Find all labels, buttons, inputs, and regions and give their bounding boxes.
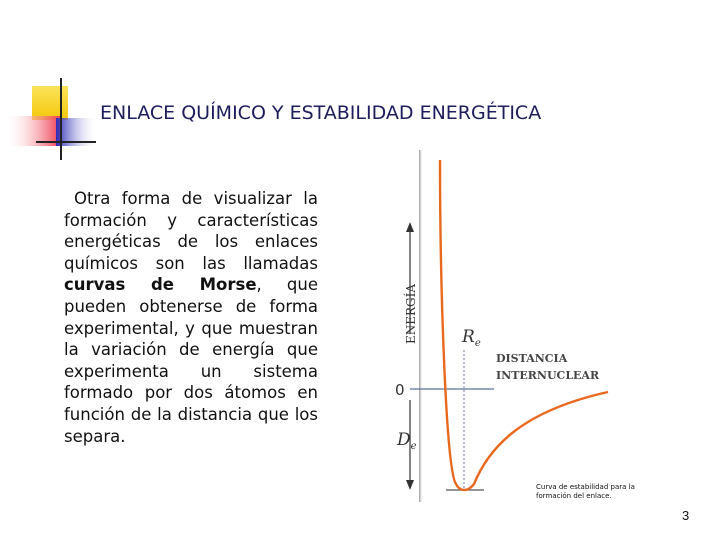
de-arrowhead-down-icon: [406, 480, 414, 490]
zero-label: 0: [395, 381, 405, 399]
distance-label-line1: DISTANCIA: [496, 352, 568, 365]
decoration-shapes: [0, 0, 110, 170]
morse-curve-figure: [388, 150, 628, 510]
morse-curve-svg: [388, 150, 628, 510]
body-text-part2: , que pueden obtenerse de forma experimental, y que muestran la variación de energía que experimenta un sistema formado por dos átomos en función de la distancia que los separa.: [64, 275, 318, 446]
body-text-bold: curvas de Morse: [64, 275, 257, 295]
slide-title: ENLACE QUÍMICO Y ESTABILIDAD ENERGÉTICA: [100, 102, 542, 124]
title-decoration: [0, 0, 110, 170]
re-label: $R_e$: [462, 327, 481, 349]
body-text-part1: Otra forma de visualizar la formación y características energéticas de los enlaces químicos son las llamadas: [64, 189, 318, 273]
energy-arrowhead-up-icon: [406, 222, 414, 232]
energy-axis-label: ENERGÍA: [404, 283, 418, 344]
de-label: $D_e$: [397, 430, 417, 452]
vertical-axis: [419, 150, 423, 502]
page-number: 3: [682, 508, 690, 523]
morse-curve: [440, 160, 608, 490]
body-paragraph: [64, 188, 318, 447]
distance-label-line2: INTERNUCLEAR: [496, 369, 600, 382]
figure-caption: Curva de estabilidad para la formación del enlace.: [536, 483, 635, 500]
